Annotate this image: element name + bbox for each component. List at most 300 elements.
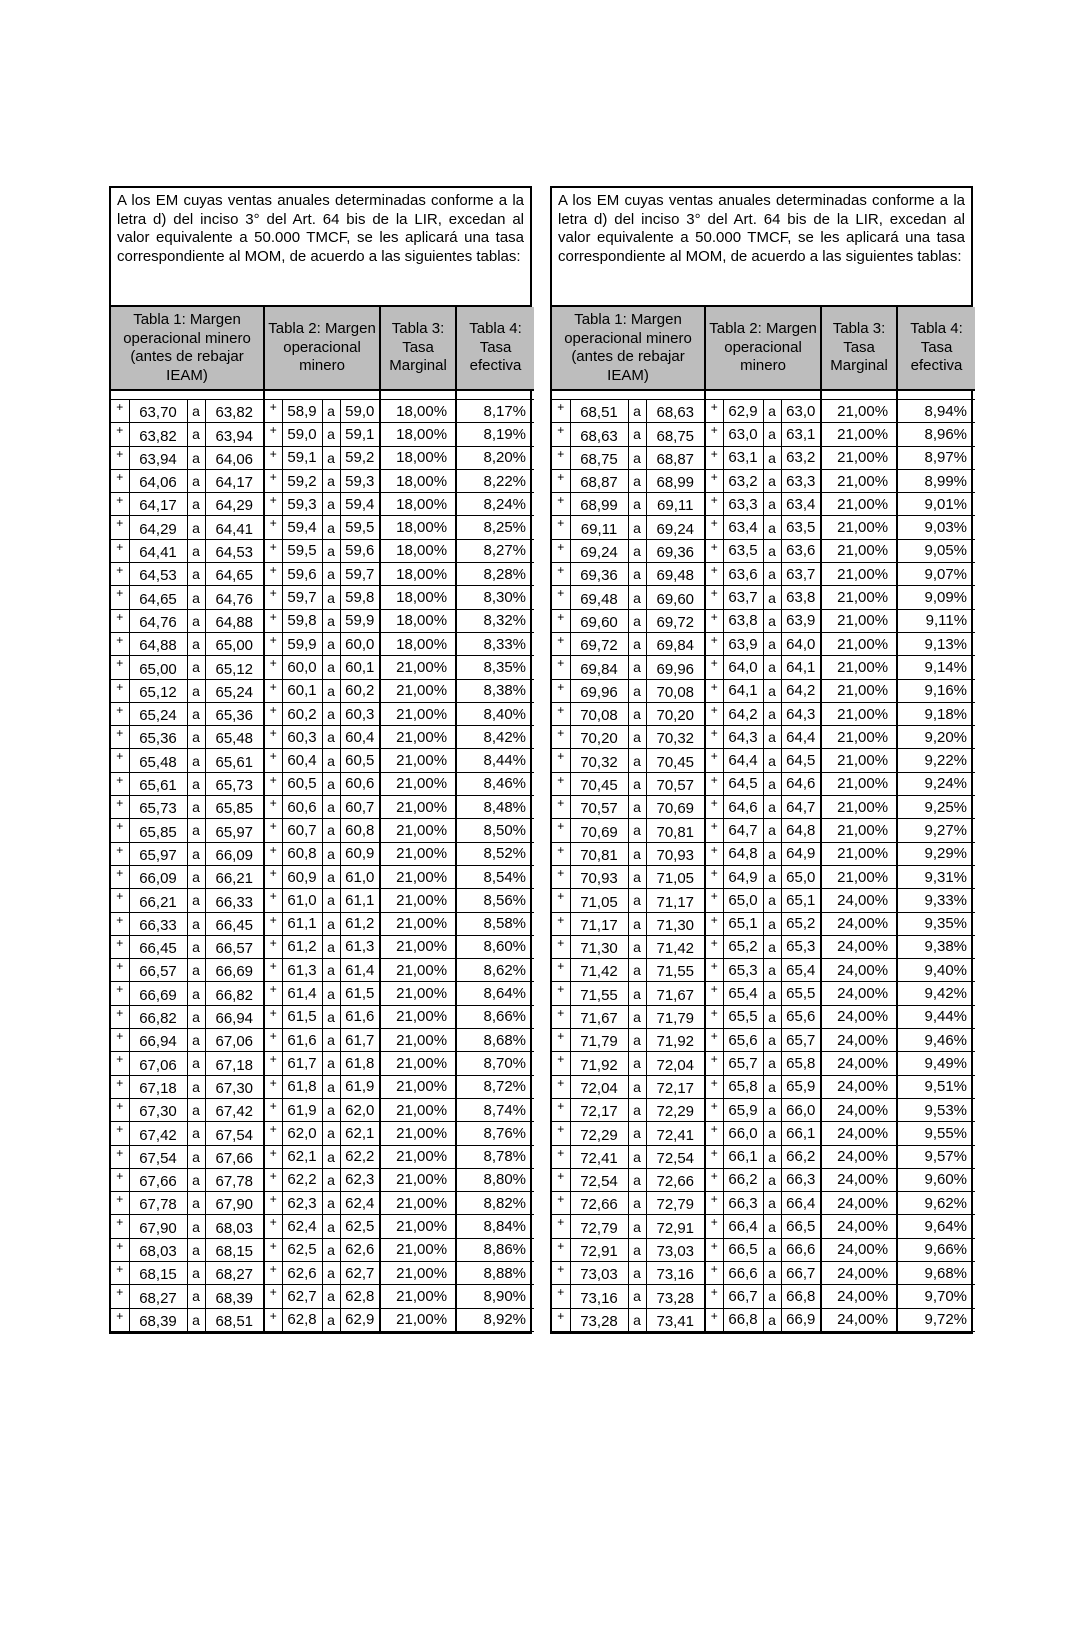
plus-sign: + bbox=[552, 865, 570, 888]
margin-from: 67,30 bbox=[129, 1098, 187, 1121]
table-row bbox=[111, 1238, 534, 1261]
effective-rate: 8,82% bbox=[456, 1192, 534, 1215]
plus-sign: + bbox=[705, 400, 723, 423]
margin-to: 66,21 bbox=[205, 865, 264, 888]
marginal-rate: 24,00% bbox=[821, 1145, 897, 1168]
op-margin-from: 66,5 bbox=[723, 1238, 763, 1261]
op-margin-to: 63,8 bbox=[781, 586, 821, 609]
range-separator: a bbox=[322, 539, 340, 562]
effective-rate: 9,55% bbox=[897, 1122, 975, 1145]
op-margin-from: 62,0 bbox=[282, 1122, 322, 1145]
plus-sign: + bbox=[552, 656, 570, 679]
margin-to: 64,17 bbox=[205, 469, 264, 492]
margin-to: 67,30 bbox=[205, 1075, 264, 1098]
range-separator: a bbox=[187, 889, 205, 912]
plus-sign: + bbox=[705, 1098, 723, 1121]
effective-rate: 9,16% bbox=[897, 679, 975, 702]
header-tabla-1: Tabla 1: Margen operacional minero (antes de rebajar IEAM) bbox=[552, 307, 705, 390]
op-margin-to: 62,1 bbox=[340, 1122, 380, 1145]
op-margin-from: 66,1 bbox=[723, 1145, 763, 1168]
marginal-rate: 21,00% bbox=[380, 1192, 456, 1215]
plus-sign: + bbox=[111, 469, 129, 492]
margin-from: 66,45 bbox=[129, 935, 187, 958]
intro-text: A los EM cuyas ventas anuales determinadas conforme a la letra d) del inciso 3° del Art. 64 bis de la LIR, excedan al valor equivalente a 50.000 TMCF, se les aplicará una tasa correspondiente al MOM, de acuerdo a las siguientes tablas: bbox=[111, 188, 530, 307]
op-margin-from: 62,2 bbox=[282, 1168, 322, 1191]
margin-to: 72,79 bbox=[646, 1192, 705, 1215]
marginal-rate: 18,00% bbox=[380, 423, 456, 446]
plus-sign: + bbox=[111, 935, 129, 958]
range-separator: a bbox=[763, 702, 781, 725]
plus-sign: + bbox=[552, 1238, 570, 1261]
plus-sign: + bbox=[552, 1052, 570, 1075]
op-margin-from: 61,9 bbox=[282, 1098, 322, 1121]
margin-from: 73,28 bbox=[570, 1308, 628, 1331]
plus-sign: + bbox=[552, 1192, 570, 1215]
effective-rate: 8,90% bbox=[456, 1285, 534, 1308]
margin-to: 65,12 bbox=[205, 656, 264, 679]
range-separator: a bbox=[628, 609, 646, 632]
margin-to: 70,32 bbox=[646, 726, 705, 749]
op-margin-to: 59,2 bbox=[340, 446, 380, 469]
table-row bbox=[552, 1145, 975, 1168]
plus-sign: + bbox=[111, 1168, 129, 1191]
range-separator: a bbox=[187, 865, 205, 888]
plus-sign: + bbox=[552, 819, 570, 842]
margin-to: 69,36 bbox=[646, 539, 705, 562]
effective-rate: 9,40% bbox=[897, 959, 975, 982]
range-separator: a bbox=[187, 935, 205, 958]
op-margin-to: 64,6 bbox=[781, 772, 821, 795]
margin-to: 71,79 bbox=[646, 1005, 705, 1028]
range-separator: a bbox=[187, 912, 205, 935]
op-margin-to: 66,2 bbox=[781, 1145, 821, 1168]
op-margin-from: 59,6 bbox=[282, 563, 322, 586]
marginal-rate: 24,00% bbox=[821, 1285, 897, 1308]
range-separator: a bbox=[187, 982, 205, 1005]
marginal-rate: 21,00% bbox=[821, 446, 897, 469]
header-tabla-2: Tabla 2: Margen operacional minero bbox=[705, 307, 821, 390]
plus-sign: + bbox=[705, 1029, 723, 1052]
range-separator: a bbox=[628, 749, 646, 772]
marginal-rate: 24,00% bbox=[821, 889, 897, 912]
effective-rate: 8,54% bbox=[456, 865, 534, 888]
effective-rate: 9,20% bbox=[897, 726, 975, 749]
effective-rate: 8,52% bbox=[456, 842, 534, 865]
plus-sign: + bbox=[552, 702, 570, 725]
table-row bbox=[111, 1285, 534, 1308]
op-margin-to: 65,5 bbox=[781, 982, 821, 1005]
effective-rate: 8,68% bbox=[456, 1029, 534, 1052]
marginal-rate: 21,00% bbox=[821, 772, 897, 795]
marginal-rate: 24,00% bbox=[821, 1122, 897, 1145]
op-margin-from: 60,0 bbox=[282, 656, 322, 679]
effective-rate: 9,01% bbox=[897, 493, 975, 516]
effective-rate: 8,94% bbox=[897, 400, 975, 423]
range-separator: a bbox=[763, 1145, 781, 1168]
marginal-rate: 21,00% bbox=[380, 1122, 456, 1145]
op-margin-from: 61,3 bbox=[282, 959, 322, 982]
table-row bbox=[552, 865, 975, 888]
op-margin-to: 66,1 bbox=[781, 1122, 821, 1145]
effective-rate: 9,57% bbox=[897, 1145, 975, 1168]
table-row bbox=[111, 796, 534, 819]
margin-from: 71,30 bbox=[570, 935, 628, 958]
effective-rate: 8,97% bbox=[897, 446, 975, 469]
marginal-rate: 24,00% bbox=[821, 1005, 897, 1028]
range-separator: a bbox=[763, 935, 781, 958]
plus-sign: + bbox=[264, 1192, 282, 1215]
plus-sign: + bbox=[111, 1052, 129, 1075]
margin-to: 67,18 bbox=[205, 1052, 264, 1075]
plus-sign: + bbox=[264, 865, 282, 888]
effective-rate: 8,40% bbox=[456, 702, 534, 725]
marginal-rate: 24,00% bbox=[821, 1029, 897, 1052]
table-row bbox=[111, 842, 534, 865]
range-separator: a bbox=[628, 819, 646, 842]
op-margin-from: 63,1 bbox=[723, 446, 763, 469]
margin-to: 71,92 bbox=[646, 1029, 705, 1052]
effective-rate: 8,70% bbox=[456, 1052, 534, 1075]
margin-from: 65,48 bbox=[129, 749, 187, 772]
range-separator: a bbox=[187, 400, 205, 423]
plus-sign: + bbox=[264, 982, 282, 1005]
range-separator: a bbox=[322, 1005, 340, 1028]
plus-sign: + bbox=[705, 912, 723, 935]
range-separator: a bbox=[322, 842, 340, 865]
plus-sign: + bbox=[111, 865, 129, 888]
table-row bbox=[111, 982, 534, 1005]
range-separator: a bbox=[763, 446, 781, 469]
range-separator: a bbox=[628, 679, 646, 702]
range-separator: a bbox=[763, 1308, 781, 1331]
range-separator: a bbox=[187, 1308, 205, 1331]
margin-from: 69,96 bbox=[570, 679, 628, 702]
table-row bbox=[111, 1215, 534, 1238]
plus-sign: + bbox=[705, 726, 723, 749]
range-separator: a bbox=[763, 656, 781, 679]
plus-sign: + bbox=[705, 586, 723, 609]
plus-sign: + bbox=[111, 679, 129, 702]
range-separator: a bbox=[628, 1238, 646, 1261]
effective-rate: 9,35% bbox=[897, 912, 975, 935]
margin-to: 72,66 bbox=[646, 1168, 705, 1191]
margin-to: 65,36 bbox=[205, 702, 264, 725]
margin-from: 69,11 bbox=[570, 516, 628, 539]
table-row bbox=[111, 726, 534, 749]
effective-rate: 8,48% bbox=[456, 796, 534, 819]
margin-to: 72,17 bbox=[646, 1075, 705, 1098]
range-separator: a bbox=[322, 1308, 340, 1331]
effective-rate: 9,66% bbox=[897, 1238, 975, 1261]
header-tabla-1: Tabla 1: Margen operacional minero (antes de rebajar IEAM) bbox=[111, 307, 264, 390]
plus-sign: + bbox=[264, 1122, 282, 1145]
plus-sign: + bbox=[111, 586, 129, 609]
marginal-rate: 18,00% bbox=[380, 539, 456, 562]
margin-from: 64,76 bbox=[129, 609, 187, 632]
op-margin-from: 64,2 bbox=[723, 702, 763, 725]
plus-sign: + bbox=[705, 539, 723, 562]
effective-rate: 9,09% bbox=[897, 586, 975, 609]
plus-sign: + bbox=[264, 1098, 282, 1121]
margin-to: 65,00 bbox=[205, 632, 264, 655]
op-margin-to: 60,1 bbox=[340, 656, 380, 679]
margin-to: 64,88 bbox=[205, 609, 264, 632]
range-separator: a bbox=[763, 1075, 781, 1098]
marginal-rate: 21,00% bbox=[380, 726, 456, 749]
margin-to: 69,96 bbox=[646, 656, 705, 679]
op-margin-to: 59,3 bbox=[340, 469, 380, 492]
marginal-rate: 21,00% bbox=[821, 563, 897, 586]
op-margin-from: 63,5 bbox=[723, 539, 763, 562]
effective-rate: 9,05% bbox=[897, 539, 975, 562]
plus-sign: + bbox=[552, 563, 570, 586]
table-row bbox=[111, 819, 534, 842]
range-separator: a bbox=[187, 1192, 205, 1215]
range-separator: a bbox=[187, 819, 205, 842]
table-row bbox=[111, 1122, 534, 1145]
spacer-row bbox=[111, 390, 534, 400]
range-separator: a bbox=[322, 749, 340, 772]
effective-rate: 8,80% bbox=[456, 1168, 534, 1191]
table-row bbox=[552, 632, 975, 655]
range-separator: a bbox=[322, 1075, 340, 1098]
margin-to: 65,61 bbox=[205, 749, 264, 772]
range-separator: a bbox=[628, 1168, 646, 1191]
effective-rate: 9,46% bbox=[897, 1029, 975, 1052]
table-row bbox=[552, 702, 975, 725]
margin-from: 67,06 bbox=[129, 1052, 187, 1075]
range-separator: a bbox=[322, 493, 340, 516]
marginal-rate: 21,00% bbox=[380, 819, 456, 842]
plus-sign: + bbox=[552, 1285, 570, 1308]
margin-to: 67,90 bbox=[205, 1192, 264, 1215]
op-margin-to: 62,7 bbox=[340, 1261, 380, 1284]
op-margin-to: 59,8 bbox=[340, 586, 380, 609]
marginal-rate: 21,00% bbox=[380, 796, 456, 819]
margin-from: 72,41 bbox=[570, 1145, 628, 1168]
marginal-rate: 21,00% bbox=[821, 796, 897, 819]
range-separator: a bbox=[187, 1215, 205, 1238]
plus-sign: + bbox=[705, 1261, 723, 1284]
range-separator: a bbox=[763, 493, 781, 516]
effective-rate: 8,32% bbox=[456, 609, 534, 632]
table-row bbox=[552, 1029, 975, 1052]
op-margin-from: 65,8 bbox=[723, 1075, 763, 1098]
effective-rate: 8,88% bbox=[456, 1261, 534, 1284]
table-row bbox=[552, 563, 975, 586]
op-margin-from: 64,9 bbox=[723, 865, 763, 888]
margin-to: 73,16 bbox=[646, 1261, 705, 1284]
marginal-rate: 21,00% bbox=[380, 702, 456, 725]
range-separator: a bbox=[763, 1052, 781, 1075]
marginal-rate: 21,00% bbox=[821, 632, 897, 655]
margin-to: 68,27 bbox=[205, 1261, 264, 1284]
table-row bbox=[552, 772, 975, 795]
range-separator: a bbox=[763, 912, 781, 935]
margin-to: 66,82 bbox=[205, 982, 264, 1005]
table-row bbox=[552, 889, 975, 912]
table-row bbox=[552, 1238, 975, 1261]
margin-to: 69,11 bbox=[646, 493, 705, 516]
op-margin-from: 60,5 bbox=[282, 772, 322, 795]
range-separator: a bbox=[322, 1098, 340, 1121]
table-row bbox=[552, 539, 975, 562]
effective-rate: 9,42% bbox=[897, 982, 975, 1005]
range-separator: a bbox=[763, 982, 781, 1005]
margin-to: 70,20 bbox=[646, 702, 705, 725]
op-margin-from: 62,9 bbox=[723, 400, 763, 423]
effective-rate: 8,19% bbox=[456, 423, 534, 446]
op-margin-to: 62,6 bbox=[340, 1238, 380, 1261]
table-row bbox=[552, 935, 975, 958]
op-margin-from: 61,8 bbox=[282, 1075, 322, 1098]
margin-from: 65,85 bbox=[129, 819, 187, 842]
op-margin-from: 64,7 bbox=[723, 819, 763, 842]
table-row bbox=[111, 935, 534, 958]
table-row bbox=[111, 889, 534, 912]
range-separator: a bbox=[187, 1005, 205, 1028]
plus-sign: + bbox=[552, 772, 570, 795]
table-row bbox=[111, 1075, 534, 1098]
op-margin-to: 61,7 bbox=[340, 1029, 380, 1052]
margin-to: 65,24 bbox=[205, 679, 264, 702]
margin-to: 69,60 bbox=[646, 586, 705, 609]
range-separator: a bbox=[322, 1285, 340, 1308]
margin-from: 70,93 bbox=[570, 865, 628, 888]
range-separator: a bbox=[628, 423, 646, 446]
range-separator: a bbox=[322, 469, 340, 492]
effective-rate: 9,31% bbox=[897, 865, 975, 888]
marginal-rate: 24,00% bbox=[821, 1192, 897, 1215]
range-separator: a bbox=[322, 679, 340, 702]
plus-sign: + bbox=[111, 1192, 129, 1215]
plus-sign: + bbox=[552, 1122, 570, 1145]
plus-sign: + bbox=[552, 1005, 570, 1028]
marginal-rate: 21,00% bbox=[380, 1098, 456, 1121]
op-margin-to: 66,5 bbox=[781, 1215, 821, 1238]
range-separator: a bbox=[763, 749, 781, 772]
op-margin-to: 65,1 bbox=[781, 889, 821, 912]
table-row bbox=[552, 749, 975, 772]
range-separator: a bbox=[628, 1098, 646, 1121]
table-row bbox=[111, 469, 534, 492]
plus-sign: + bbox=[552, 749, 570, 772]
op-margin-from: 63,0 bbox=[723, 423, 763, 446]
range-separator: a bbox=[187, 842, 205, 865]
margin-from: 68,27 bbox=[129, 1285, 187, 1308]
table-row bbox=[552, 1052, 975, 1075]
table-row bbox=[111, 1261, 534, 1284]
range-separator: a bbox=[763, 423, 781, 446]
range-separator: a bbox=[628, 726, 646, 749]
right-tax-table-panel bbox=[550, 186, 973, 1334]
margin-from: 66,33 bbox=[129, 912, 187, 935]
range-separator: a bbox=[187, 772, 205, 795]
margin-to: 70,93 bbox=[646, 842, 705, 865]
plus-sign: + bbox=[264, 423, 282, 446]
range-separator: a bbox=[322, 446, 340, 469]
table-row bbox=[111, 702, 534, 725]
op-margin-from: 59,4 bbox=[282, 516, 322, 539]
range-separator: a bbox=[187, 749, 205, 772]
margin-to: 69,24 bbox=[646, 516, 705, 539]
plus-sign: + bbox=[552, 423, 570, 446]
effective-rate: 9,03% bbox=[897, 516, 975, 539]
table-row bbox=[111, 865, 534, 888]
range-separator: a bbox=[187, 1052, 205, 1075]
plus-sign: + bbox=[264, 1238, 282, 1261]
plus-sign: + bbox=[264, 772, 282, 795]
op-margin-from: 63,8 bbox=[723, 609, 763, 632]
range-separator: a bbox=[628, 1075, 646, 1098]
range-separator: a bbox=[322, 865, 340, 888]
marginal-rate: 24,00% bbox=[821, 1308, 897, 1331]
margin-to: 64,65 bbox=[205, 563, 264, 586]
marginal-rate: 21,00% bbox=[821, 679, 897, 702]
marginal-rate: 21,00% bbox=[821, 656, 897, 679]
margin-from: 64,29 bbox=[129, 516, 187, 539]
range-separator: a bbox=[322, 772, 340, 795]
op-margin-from: 66,8 bbox=[723, 1308, 763, 1331]
op-margin-to: 65,4 bbox=[781, 959, 821, 982]
margin-from: 70,69 bbox=[570, 819, 628, 842]
op-margin-from: 61,6 bbox=[282, 1029, 322, 1052]
plus-sign: + bbox=[111, 1098, 129, 1121]
marginal-rate: 21,00% bbox=[380, 1052, 456, 1075]
op-margin-from: 66,3 bbox=[723, 1192, 763, 1215]
plus-sign: + bbox=[111, 539, 129, 562]
plus-sign: + bbox=[264, 1075, 282, 1098]
plus-sign: + bbox=[705, 1075, 723, 1098]
plus-sign: + bbox=[552, 1098, 570, 1121]
table-row bbox=[552, 1192, 975, 1215]
plus-sign: + bbox=[264, 609, 282, 632]
plus-sign: + bbox=[264, 749, 282, 772]
marginal-rate: 18,00% bbox=[380, 516, 456, 539]
plus-sign: + bbox=[705, 609, 723, 632]
range-separator: a bbox=[187, 1145, 205, 1168]
op-margin-to: 65,2 bbox=[781, 912, 821, 935]
range-separator: a bbox=[628, 446, 646, 469]
range-separator: a bbox=[628, 1145, 646, 1168]
margin-from: 71,79 bbox=[570, 1029, 628, 1052]
left-tax-table-panel bbox=[109, 186, 532, 1334]
table-row bbox=[552, 516, 975, 539]
table-row bbox=[111, 539, 534, 562]
plus-sign: + bbox=[111, 1029, 129, 1052]
op-margin-from: 65,9 bbox=[723, 1098, 763, 1121]
op-margin-to: 61,9 bbox=[340, 1075, 380, 1098]
table-row bbox=[552, 1215, 975, 1238]
op-margin-from: 59,2 bbox=[282, 469, 322, 492]
header-tabla-4: Tabla 4: Tasa efectiva bbox=[897, 307, 975, 390]
margin-from: 70,45 bbox=[570, 772, 628, 795]
range-separator: a bbox=[322, 1238, 340, 1261]
margin-from: 70,08 bbox=[570, 702, 628, 725]
plus-sign: + bbox=[111, 423, 129, 446]
plus-sign: + bbox=[111, 1238, 129, 1261]
margin-from: 72,54 bbox=[570, 1168, 628, 1191]
effective-rate: 8,24% bbox=[456, 493, 534, 516]
marginal-rate: 24,00% bbox=[821, 935, 897, 958]
margin-from: 65,36 bbox=[129, 726, 187, 749]
table-row bbox=[111, 749, 534, 772]
op-margin-from: 64,3 bbox=[723, 726, 763, 749]
plus-sign: + bbox=[705, 423, 723, 446]
plus-sign: + bbox=[552, 912, 570, 935]
plus-sign: + bbox=[705, 1285, 723, 1308]
op-margin-from: 60,8 bbox=[282, 842, 322, 865]
